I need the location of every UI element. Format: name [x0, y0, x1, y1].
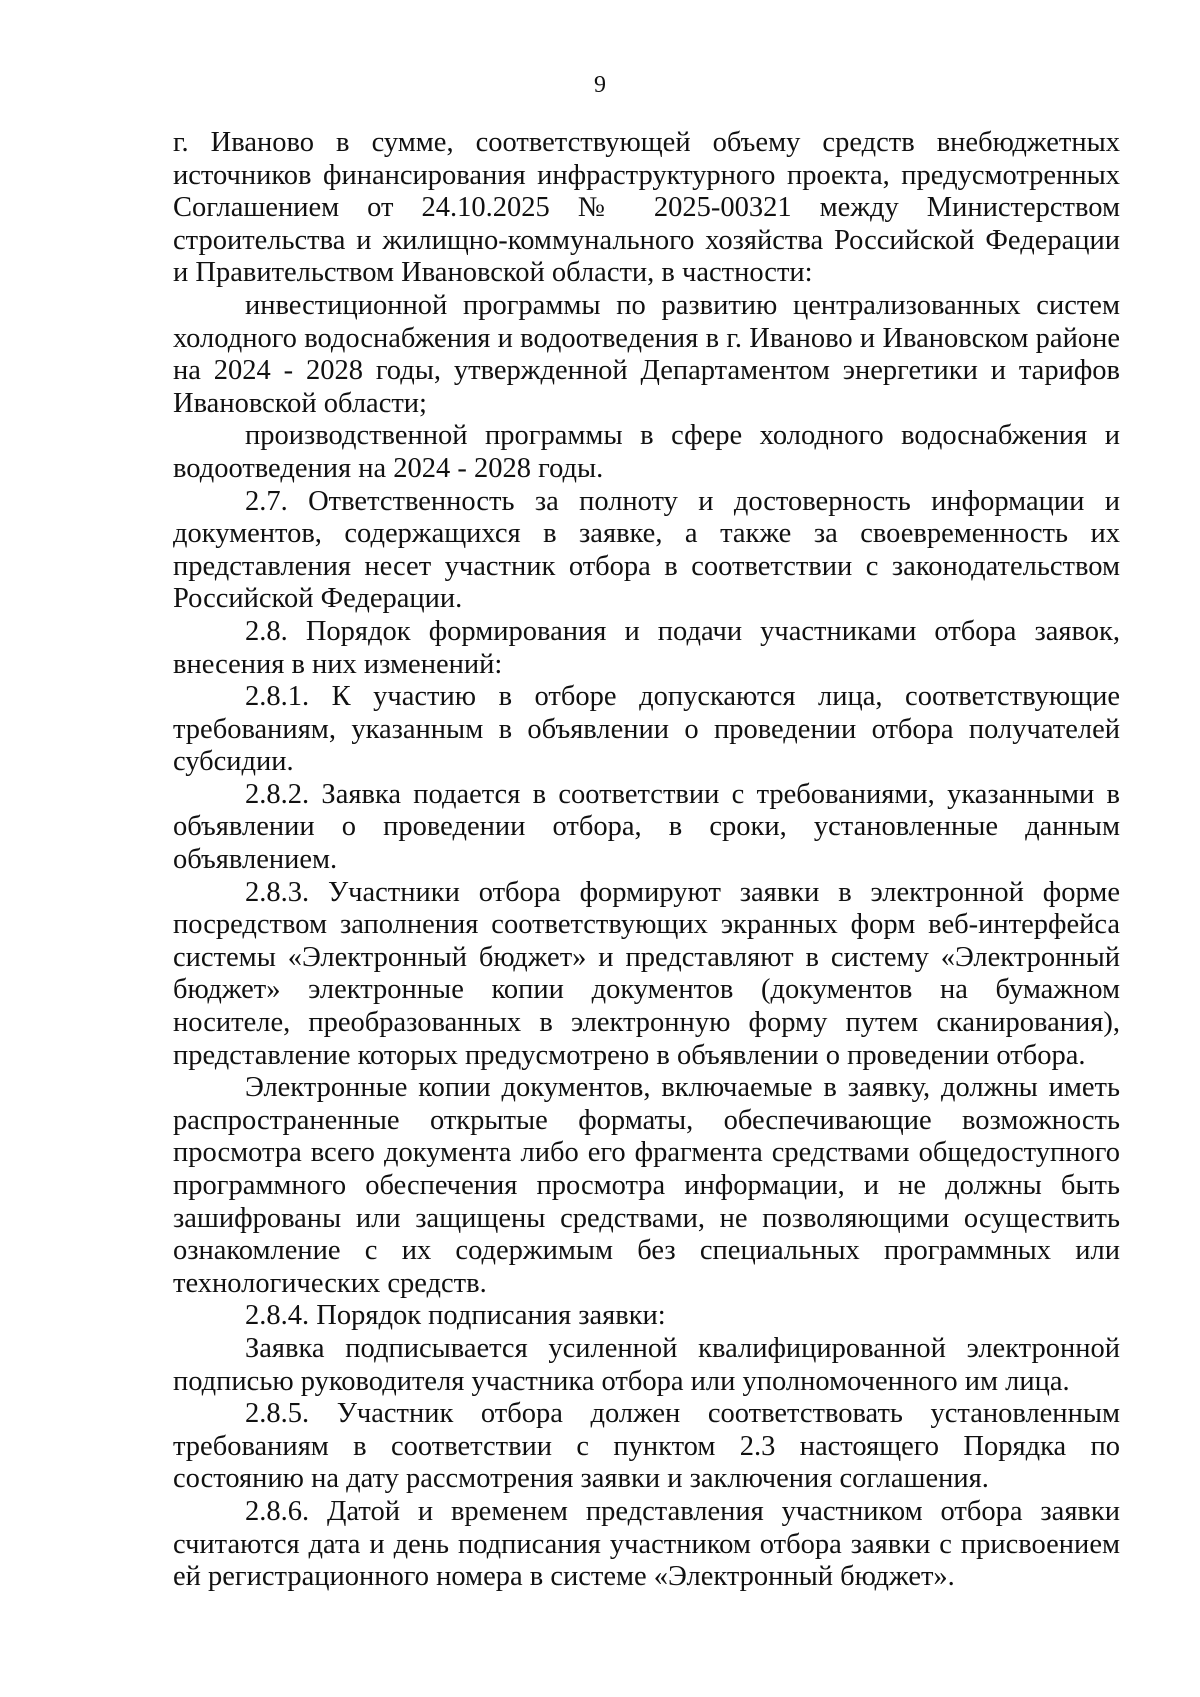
- paragraph-investment-program: инвестиционной программы по развитию централизованных систем холодного водоснабжения и водоотведения в г. Иваново и Ивановском районе на 2024 - 2028 годы, утвержденной Департаментом энергетики и тарифов Ивановской области;: [173, 289, 1120, 419]
- page-number: 9: [594, 72, 606, 98]
- paragraph-intro: г. Иваново в сумме, соответствующей объему средств внебюджетных источников финансирования инфраструктурного проекта, предусмотренных Соглашением от 24.10.2025 № 2025-00321 между Министерством строительства и жилищно-коммунального хозяйства Российской Федерации и Правительством Ивановской области, в частности:: [173, 127, 1120, 289]
- paragraph-production-program: производственной программы в сфере холодного водоснабжения и водоотведения на 2024 - 2028 годы.: [173, 420, 1120, 484]
- document-body: [173, 127, 1120, 1594]
- paragraph-2-8-6: 2.8.6. Датой и временем представления участником отбора заявки считаются дата и день подписания участником отбора заявки с присвоением ей регистрационного номера в системе «Электронный бюджет».: [173, 1495, 1120, 1593]
- paragraph-2-8: 2.8. Порядок формирования и подачи участниками отбора заявок, внесения в них изменений:: [173, 615, 1120, 680]
- paragraph-signature: Заявка подписывается усиленной квалифицированной электронной подписью руководителя участника отбора или уполномоченного им лица.: [173, 1332, 1120, 1397]
- paragraph-2-8-4: 2.8.4. Порядок подписания заявки:: [245, 1300, 666, 1332]
- paragraph-2-8-3: 2.8.3. Участники отбора формируют заявки в электронной форме посредством заполнения соответствующих экранных форм веб-интерфейса системы «Электронный бюджет» и представляют в систему «Электронный бюджет» электронные копии документов (документов на бумажном носителе, преобразованных в электронную форму путем сканирования), представление которых предусмотрено в объявлении о проведении отбора.: [173, 876, 1120, 1071]
- paragraph-2-8-5: 2.8.5. Участник отбора должен соответствовать установленным требованиям в соответствии с пунктом 2.3 настоящего Порядка по состоянию на дату рассмотрения заявки и заключения соглашения.: [173, 1398, 1120, 1495]
- paragraph-2-7: 2.7. Ответственность за полноту и достоверность информации и документов, содержащихся в заявке, а также за своевременность их представления несет участник отбора в соответствии с законодательством Российской Федерации.: [173, 485, 1120, 615]
- paragraph-2-8-2: 2.8.2. Заявка подается в соответствии с требованиями, указанными в объявлении о проведении отбора, в сроки, установленные данным объявлением.: [173, 778, 1120, 876]
- paragraph-electronic-copies: Электронные копии документов, включаемые в заявку, должны иметь распространенные открытые форматы, обеспечивающие возможность просмотра всего документа либо его фрагмента средствами общедоступного программного обеспечения просмотра информации, и не должны быть зашифрованы или защищены средствами, не позволяющими осуществить ознакомление с их содержимым без специальных программных или технологических средств.: [173, 1072, 1120, 1299]
- paragraph-2-8-1: 2.8.1. К участию в отборе допускаются лица, соответствующие требованиям, указанным в объявлении о проведении отбора получателей субсидии.: [173, 681, 1120, 778]
